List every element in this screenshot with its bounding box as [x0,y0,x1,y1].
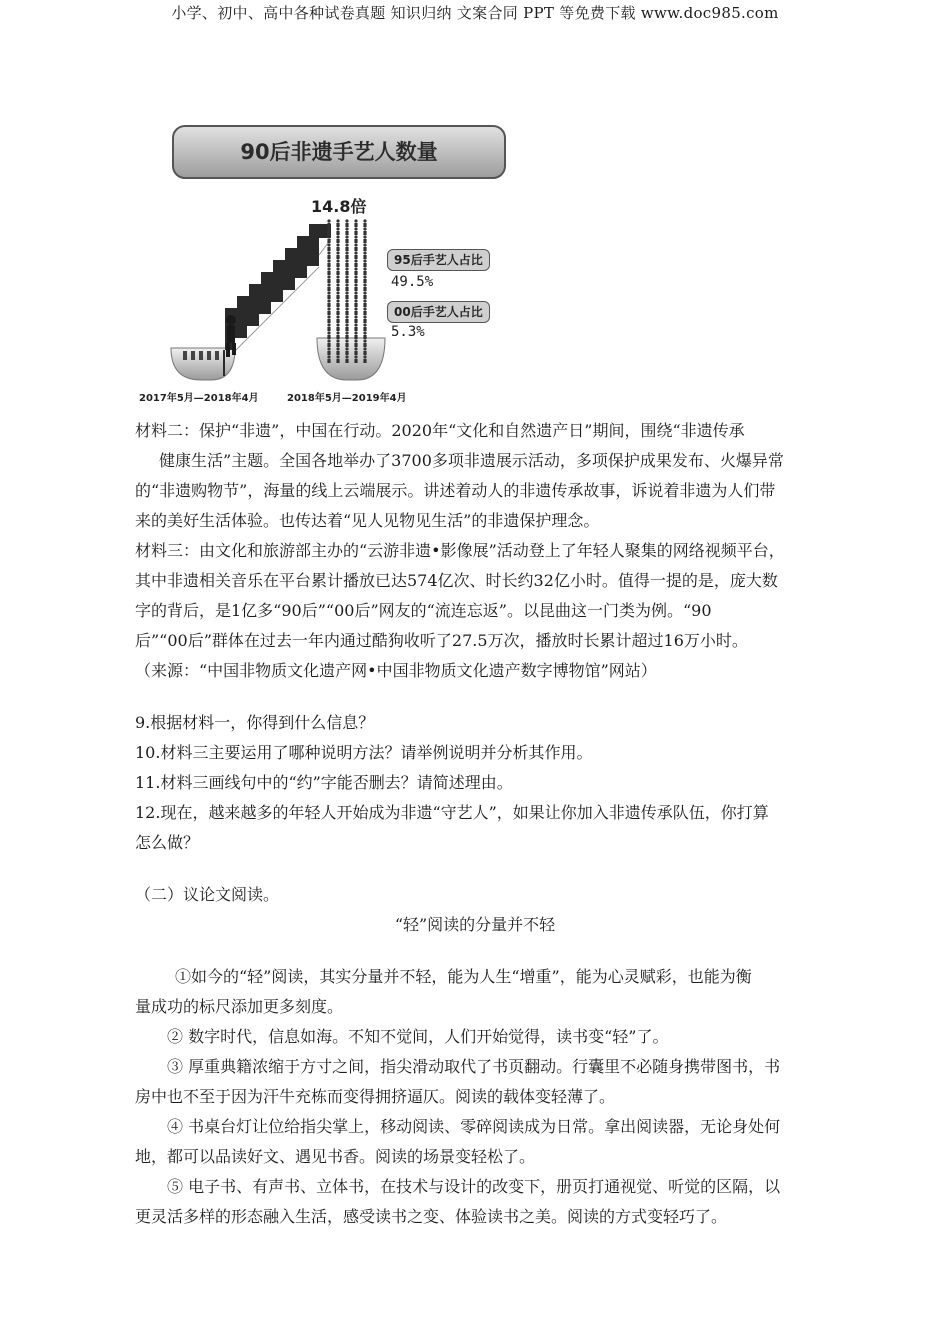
material3-line4: 后”“00后”群体在过去一年内通过酷狗收听了27.5万次，播放时长累计超过16万小时。 [135,631,748,650]
pct-95-share: 49.5% [391,274,434,290]
infographic-figure [135,118,535,408]
essay-p3-line2: 房中也不至于因为汗牛充栋而变得拥挤逼仄。阅读的载体变轻薄了。 [135,1087,616,1106]
material3-line1: 材料三：由文化和旅游部主办的“云游非遗•影像展”活动登上了年轻人聚集的网络视频平台， [135,541,785,560]
pct-00-share: 5.3% [391,324,425,340]
question-9: 9.根据材料一，你得到什么信息？ [135,713,375,732]
material3-line3: 字的背后，是1亿多“90后”“00后”网友的“流连忘返”。以昆曲这一门类为例。“90 [135,601,712,620]
material3-line2: 其中非遗相关音乐在平台累计播放已达574亿次、时长约32亿小时。值得一提的是，庞大数 [135,571,778,590]
essay-title: “轻”阅读的分量并不轻 [394,915,556,934]
essay-p3-line1: ③ 厚重典籍浓缩于方寸之间，指尖滑动取代了书页翻动。行囊里不必随身携带图书，书 [167,1057,781,1076]
badge-00-share: 00后手艺人占比 [387,301,490,323]
question-11: 11.材料三画线句中的“约”字能否删去？请简述理由。 [135,773,513,792]
staircase [223,224,331,376]
material3-source: （来源：“中国非物质文化遗产网•中国非物质文化遗产数字博物馆”网站） [135,661,657,680]
material2-line4: 来的美好生活体验。也传达着“见人见物见生活”的非遗保护理念。 [135,511,600,530]
growth-multiplier: 14.8倍 [311,197,367,216]
essay-p1-line1: ①如今的“轻”阅读，其实分量并不轻，能为人生“增重”，能为心灵赋彩，也能为衡 [175,967,752,986]
bowl-right [317,338,385,380]
section2-heading: （二）议论文阅读。 [135,885,280,904]
essay-p2: ② 数字时代，信息如海。不知不觉间，人们开始觉得，读书变“轻”了。 [167,1027,669,1046]
question-12-line2: 怎么做？ [135,833,200,852]
question-10: 10.材料三主要运用了哪种说明方法？请举例说明并分析其作用。 [135,743,593,762]
essay-p5-line2: 更灵活多样的形态融入生活，感受读书之变、体验读书之美。阅读的方式变轻巧了。 [135,1207,728,1226]
essay-p4-line2: 地，都可以品读好文、遇见书香。阅读的场景变轻松了。 [135,1147,536,1166]
badge-95-share: 95后手艺人占比 [387,249,490,271]
question-12-line1: 12.现在，越来越多的年轻人开始成为非遗“守艺人”，如果让你加入非遗传承队伍，你打算 [135,803,769,822]
period-label-left: 2017年5月—2018年4月 [139,393,259,404]
essay-p1-line2: 量成功的标尺添加更多刻度。 [135,997,344,1016]
essay-p5-line1: ⑤ 电子书、有声书、立体书，在技术与设计的改变下，册页打通视觉、听觉的区隔，以 [167,1177,781,1196]
material2-line3: 的“非遗购物节”，海量的线上云端展示。讲述着动人的非遗传承故事，诉说着非遗为人们带 [135,481,776,500]
period-label-right: 2018年5月—2019年4月 [287,393,407,404]
page-header-banner: 小学、初中、高中各种试卷真题 知识归纳 文案合同 PPT 等免费下载 www.doc985.com [171,4,779,22]
material2-line1: 材料二：保护“非遗”，中国在行动。2020年“文化和自然遗产日”期间，围绕“非遗传承 [135,421,745,440]
figure-title: 90后非遗手艺人数量 [240,140,438,164]
essay-p4-line1: ④ 书桌台灯让位给指尖掌上，移动阅读、零碎阅读成为日常。拿出阅读器，无论身处何 [167,1117,781,1136]
material2-line2: 健康生活”主题。全国各地举办了3700多项非遗展示活动，多项保护成果发布、火爆异常 [159,451,784,470]
